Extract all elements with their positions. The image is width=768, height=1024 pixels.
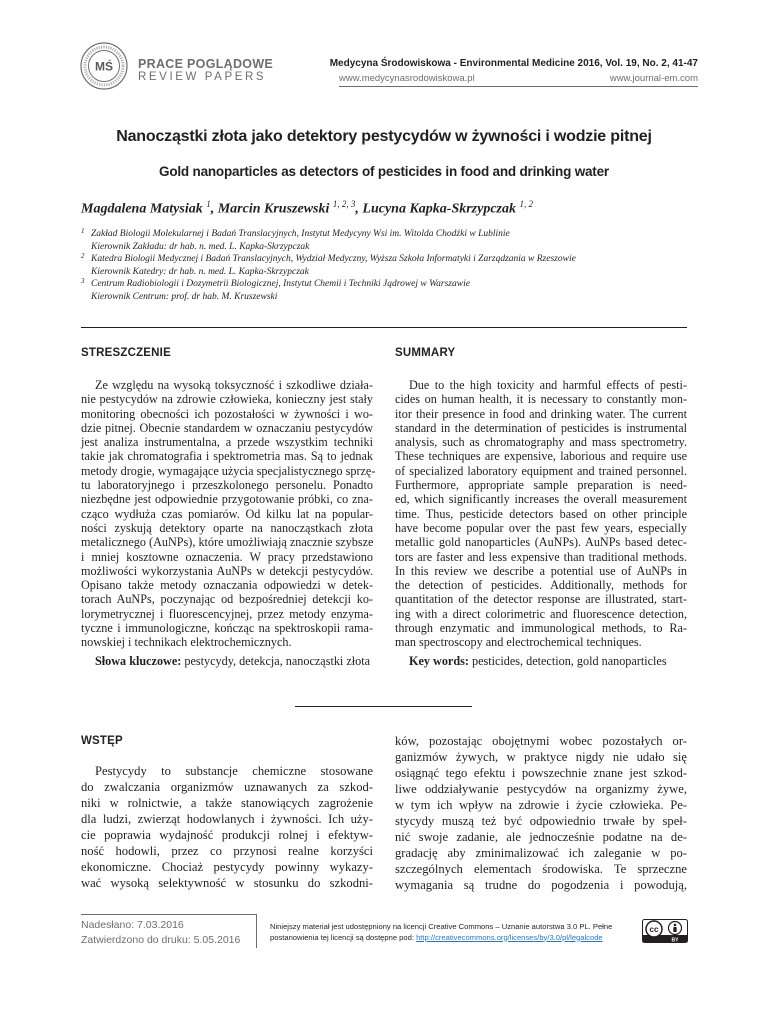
text-line: quantitation of the detector response are illustrated, start- [395,592,687,607]
text-line: cides on human health, it is necessary to constantly mon- [395,392,687,407]
keywords-english [409,654,667,669]
affiliation-institution: Zakład Biologii Molekularnej i Badań Translacyjnych, Instytut Medycyny Wsi im. Witolda Chodźki w Lublinie [91,229,510,239]
text-line: Due to the high toxicity and harmful effects of pesti- [409,378,687,392]
text-line: dzie pitnej. Obecnie standardem w oznaczaniu pestycydów [81,420,373,435]
keywords-label: Słowa kluczowe: [95,654,182,668]
text-line: gradację aby zminimalizować ich zaleganie w po- [395,846,687,860]
text-line: metalicznego (AuNPs), które umożliwiają znacznie szybsze [81,535,374,550]
journal-url-en[interactable]: www.journal-em.com [609,73,698,84]
keywords-polish [95,654,370,669]
accepted-date: Zatwierdzono do druku: 5.05.2016 [81,934,241,946]
journal-citation: Medycyna Środowiskowa - Environmental Medicine 2016, Vol. 19, No. 2, 41-47 [329,58,698,69]
affiliation-number: 2 [81,252,85,260]
brand-title: PRACE POGLĄDOWE [138,57,274,71]
text-line: lorymetrycznej i fluorescencyjnej, przez metody enzyma- [81,606,373,621]
text-line: ności zyskują detektory oparte na nanocząstkach złota [81,520,373,535]
affiliation-head: Kierownik Zakładu: dr hab. n. med. L. Kapka-Skrzypczak [91,241,310,252]
text-line: man spectroscopy and electrochemical techniques. [395,635,642,650]
author-name: Lucyna Kapka-Skrzypczak [362,201,517,217]
author-list [81,199,533,218]
text-line: have become popular over the past few years, especially [395,520,687,535]
author-name: Marcin Kruszewski [217,201,330,217]
license-notice [270,922,630,943]
abstract-polish [81,378,376,650]
affiliation [81,228,701,253]
intro-column-left [81,763,373,891]
text-line: takie jak chromatografia i spektrometria mas. Są to jednak [81,449,373,464]
text-line: w tym ich wpływ na zdrowie i życie człowieka. Pe- [395,798,687,812]
journal-url-pl[interactable]: www.medycynasrodowiskowa.pl [339,73,475,84]
section-divider [81,327,687,328]
text-line: ność hodowli, przez co przynosi realne korzyści [81,844,373,858]
affiliations [81,228,701,303]
text-line: In this review we describe a potential use of AuNPs in [395,563,687,578]
text-line: monitoring obecności ich pozostałości w żywności i wo- [81,406,373,421]
text-line: cząco wydłuża czas pomiarów. Od kilku lat na popular- [81,506,373,521]
text-line: szczególnych elementach środowiska. Te sprzeczne [395,862,687,876]
author-separator: , [210,201,218,217]
text-line: nowskiej i technikach elektrochemicznych. [81,635,292,650]
text-line: tors are faster and less expensive than traditional methods. [395,549,687,564]
logo-letters: MŚ [95,59,113,74]
abstract-english [395,378,687,650]
footer-separator [256,914,257,948]
text-line: of specialized laboratory equipment and trained personnel. [395,463,687,478]
text-line: dla ludzi, zwierząt hodowlanych i żywności. Ich uży- [81,812,373,826]
affiliation [81,278,701,303]
text-line: time. Thus, pesticide detectors based on other principle [395,506,687,521]
text-line: Furthermore, appropriate sample preparation is need- [395,478,687,493]
heading-wstep: WSTĘP [81,735,123,747]
text-line: These techniques are expensive, laborious and require use [395,449,687,464]
text-line: standard in the determination of pesticides is instrumental [395,420,687,435]
text-line: wymagania są trudne do pogodzenia i powodują, [395,878,687,892]
text-line: tyczne i immunologiczne, kończąc na spektroskopii rama- [81,621,373,636]
text-line: osiągnąć tego efektu i powszechnie znane jest szkod- [395,766,687,780]
text-line: ków, pozostając obojętnymi wobec pozostałych or- [395,734,687,748]
text-line: nie pestycydów na zdrowie człowieka, konieczny jest stały [81,392,373,407]
license-text: Niniejszy materiał jest udostępniony na licencji Creative Commons – Uznanie autorstwa 3.0 PL. Pełne postanowienia tej licencji są dostępne pod: [270,922,613,942]
text-line: ekonomiczne. Chociaż pestycydy powinny wykazy- [81,860,373,874]
affiliation-head: Kierownik Centrum: prof. dr hab. M. Kruszewski [91,291,278,302]
keywords-value: pestycydy, detekcja, nanocząstki złota [184,654,371,668]
text-line: ed, which significantly increases the overall measurement [395,492,687,507]
received-date: Nadesłano: 7.03.2016 [81,919,184,931]
title-english: Gold nanoparticles as detectors of pesticides in food and drinking water [159,164,609,179]
keywords-value: pesticides, detection, gold nanoparticles [471,654,667,668]
text-line: Opisano także metody oznaczania odpowiedzi w detek- [81,578,373,593]
affiliation-number: 1 [81,227,85,235]
cc-label: cc [649,924,659,934]
text-line: through enzymatic and immunological methods, to Ra- [395,621,687,636]
text-line: nić swoje zadanie, ale jednocześnie podatne na de- [395,830,687,844]
text-line: metallic gold nanoparticles (AuNPs). AuNPs based detec- [395,535,687,550]
by-label: BY [671,937,679,943]
text-line: the detection of pesticides. Additionally, methods for [395,578,687,593]
affiliation-institution: Centrum Radiobiologii i Dozymetrii Biologicznej, Instytut Chemii i Techniki Jądrowej w Warszawie [91,279,470,289]
text-line: ganizmów żywych, w praktyce nigdy nie udało się [395,750,687,764]
text-line: niki w rolnictwie, a także stanowiących zagrożenie [81,796,373,810]
text-line: analysis, such as chromatography and mass spectrometry. [395,435,687,450]
brand-subtitle: REVIEW PAPERS [138,71,267,83]
text-line: do zwalczania organizmów uznawanych za szkod- [81,780,373,794]
abstract-divider [295,706,472,707]
text-line: torach AuNPs, poczynając od bezpośredniej detekcji ko- [81,592,373,607]
author-name: Magdalena Matysiak [81,201,203,217]
text-line: niezbędne jest odpowiednie przygotowanie próbki, co zna- [81,492,373,507]
text-line: tu laboratoryjnego i przeszkolonego personelu. Ponadto [81,478,373,493]
text-line: stycydy muszą też być odpowiednio trwałe by speł- [395,814,687,828]
journal-logo [80,42,128,90]
text-line: możliwości wykorzystania AuNPs w detekcji pestycydów. [81,563,373,578]
keywords-label: Key words: [409,654,469,668]
author-affiliation-ref: 1, 2 [519,199,534,209]
license-link[interactable]: http://creativecommons.org/licenses/by/3.0/pl/legalcode [416,932,603,942]
text-line: i mniej kosztowne oznaczenia. W pracy przedstawiono [81,549,373,564]
affiliation-number: 3 [81,277,85,285]
affiliation-head: Kierownik Katedry: dr hab. n. med. L. Kapka-Skrzypczak [91,266,309,277]
heading-summary: SUMMARY [395,347,456,359]
author-affiliation-ref: 1, 2, 3 [332,199,356,209]
header-divider [339,86,698,87]
text-line: ing with a direct colorimetric and fluorescence detection, [395,606,687,621]
text-line: cie poprawia wydajność produkcji rolnej i efektyw- [81,828,373,842]
text-line: Ze względu na wysoką toksyczność i szkodliwe działa- [95,378,373,392]
affiliation-institution: Katedra Biologii Medycznej i Badań Translacyjnych, Wydział Medyczny, Wyższa Szkoła Informatyki i Zarządzania w Rzeszowie [91,254,576,264]
text-line: itor their presence in food and drinking water. The current [395,406,687,421]
author-affiliation-ref: 1 [206,199,211,209]
intro-column-right [395,733,687,893]
footer-divider [81,914,256,915]
text-line: liwe oddziaływanie pestycydów na organizmy żywe, [395,782,687,796]
text-line: metody drogie, wymagające użycia specjalistycznego sprzę- [81,463,376,478]
text-line: wać wysoką selektywność w stosunku do szkodni- [81,876,373,890]
author-separator: , [355,201,363,217]
affiliation [81,253,701,278]
heading-streszczenie: STRESZCZENIE [81,347,171,359]
text-line: Pestycydy to substancje chemiczne stosowane [95,764,373,778]
title-polish: Nanocząstki złota jako detektory pestycydów w żywności i wodzie pitnej [116,128,652,145]
cc-by-badge[interactable] [642,919,688,943]
text-line: jest analiza instrumentalna, a przede wszystkim techniki [81,435,373,450]
